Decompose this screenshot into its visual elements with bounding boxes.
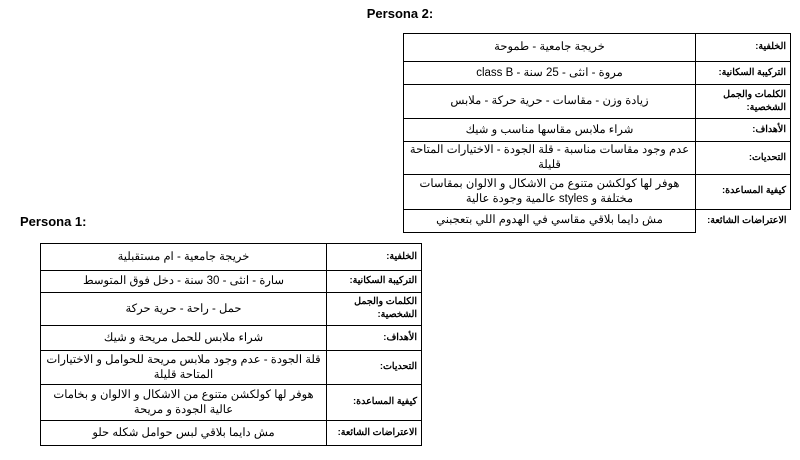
table-row (404, 85, 791, 119)
persona-2-title: Persona 2: (366, 6, 434, 21)
row-label-personal-words: الكلمات والجمل الشخصية: (696, 85, 791, 119)
table-row (404, 119, 791, 142)
row-value-common-objections: مش دايما بلاقي لبس حوامل شكله حلو (41, 421, 327, 446)
row-value-common-objections: مش دايما بلاقي مقاسي في الهدوم اللي بتعجبني (404, 209, 696, 232)
table-row (404, 209, 791, 232)
row-value-how-to-help: هوفر لها كولكشن متنوع من الاشكال و الالوان و بخامات عالية الجودة و مريحة (41, 385, 327, 421)
row-label-how-to-help: كيفية المساعدة: (696, 174, 791, 209)
persona-1-table (40, 243, 422, 446)
table-row (41, 421, 422, 446)
table-row (41, 244, 422, 271)
row-label-personal-words: الكلمات والجمل الشخصية: (327, 293, 422, 326)
row-value-challenges: قلة الجودة - عدم وجود ملابس مريحة للحوامل و الاختيارات المتاحة قليلة (41, 351, 327, 385)
row-label-common-objections: الاعتراضات الشائعة: (327, 421, 422, 446)
table-row (41, 326, 422, 351)
table-row (41, 351, 422, 385)
row-label-demographics: التركيبة السكانية: (327, 271, 422, 293)
persona-1-title: Persona 1: (20, 214, 87, 229)
row-value-goals: شراء ملابس مقاسها مناسب و شيك (404, 119, 696, 142)
row-label-challenges: التحديات: (696, 142, 791, 175)
table-row (404, 62, 791, 85)
table-row (41, 293, 422, 326)
row-value-personal-words: زيادة وزن - مقاسات - حرية حركة - ملابس (404, 85, 696, 119)
row-label-challenges: التحديات: (327, 351, 422, 385)
persona-2-table (403, 33, 791, 233)
row-label-common-objections: الاعتراضات الشائعة: (696, 209, 791, 232)
row-value-demographics: مروة - انثى - 25 سنة - class B (404, 62, 696, 85)
row-label-how-to-help: كيفية المساعدة: (327, 385, 422, 421)
table-row (404, 142, 791, 175)
row-value-how-to-help: هوفر لها كولكشن متنوع من الاشكال و الالوان بمقاسات مختلفة و styles عالمية وجودة عالية (404, 174, 696, 209)
table-row (41, 385, 422, 421)
row-label-demographics: التركيبة السكانية: (696, 62, 791, 85)
row-label-background: الخلفية: (696, 34, 791, 62)
row-label-goals: الأهداف: (696, 119, 791, 142)
row-label-background: الخلفية: (327, 244, 422, 271)
row-value-personal-words: حمل - راحة - حرية حركة (41, 293, 327, 326)
table-row (404, 34, 791, 62)
table-row (41, 271, 422, 293)
row-value-background: خريجة جامعية - طموحة (404, 34, 696, 62)
row-value-goals: شراء ملابس للحمل مريحة و شيك (41, 326, 327, 351)
row-value-demographics: سارة - انثى - 30 سنة - دخل فوق المتوسط (41, 271, 327, 293)
row-value-challenges: عدم وجود مقاسات مناسبة - قلة الجودة - الاختيارات المتاحة قليلة (404, 142, 696, 175)
table-row (404, 174, 791, 209)
row-value-background: خريجة جامعية - ام مستقبلية (41, 244, 327, 271)
row-label-goals: الأهداف: (327, 326, 422, 351)
